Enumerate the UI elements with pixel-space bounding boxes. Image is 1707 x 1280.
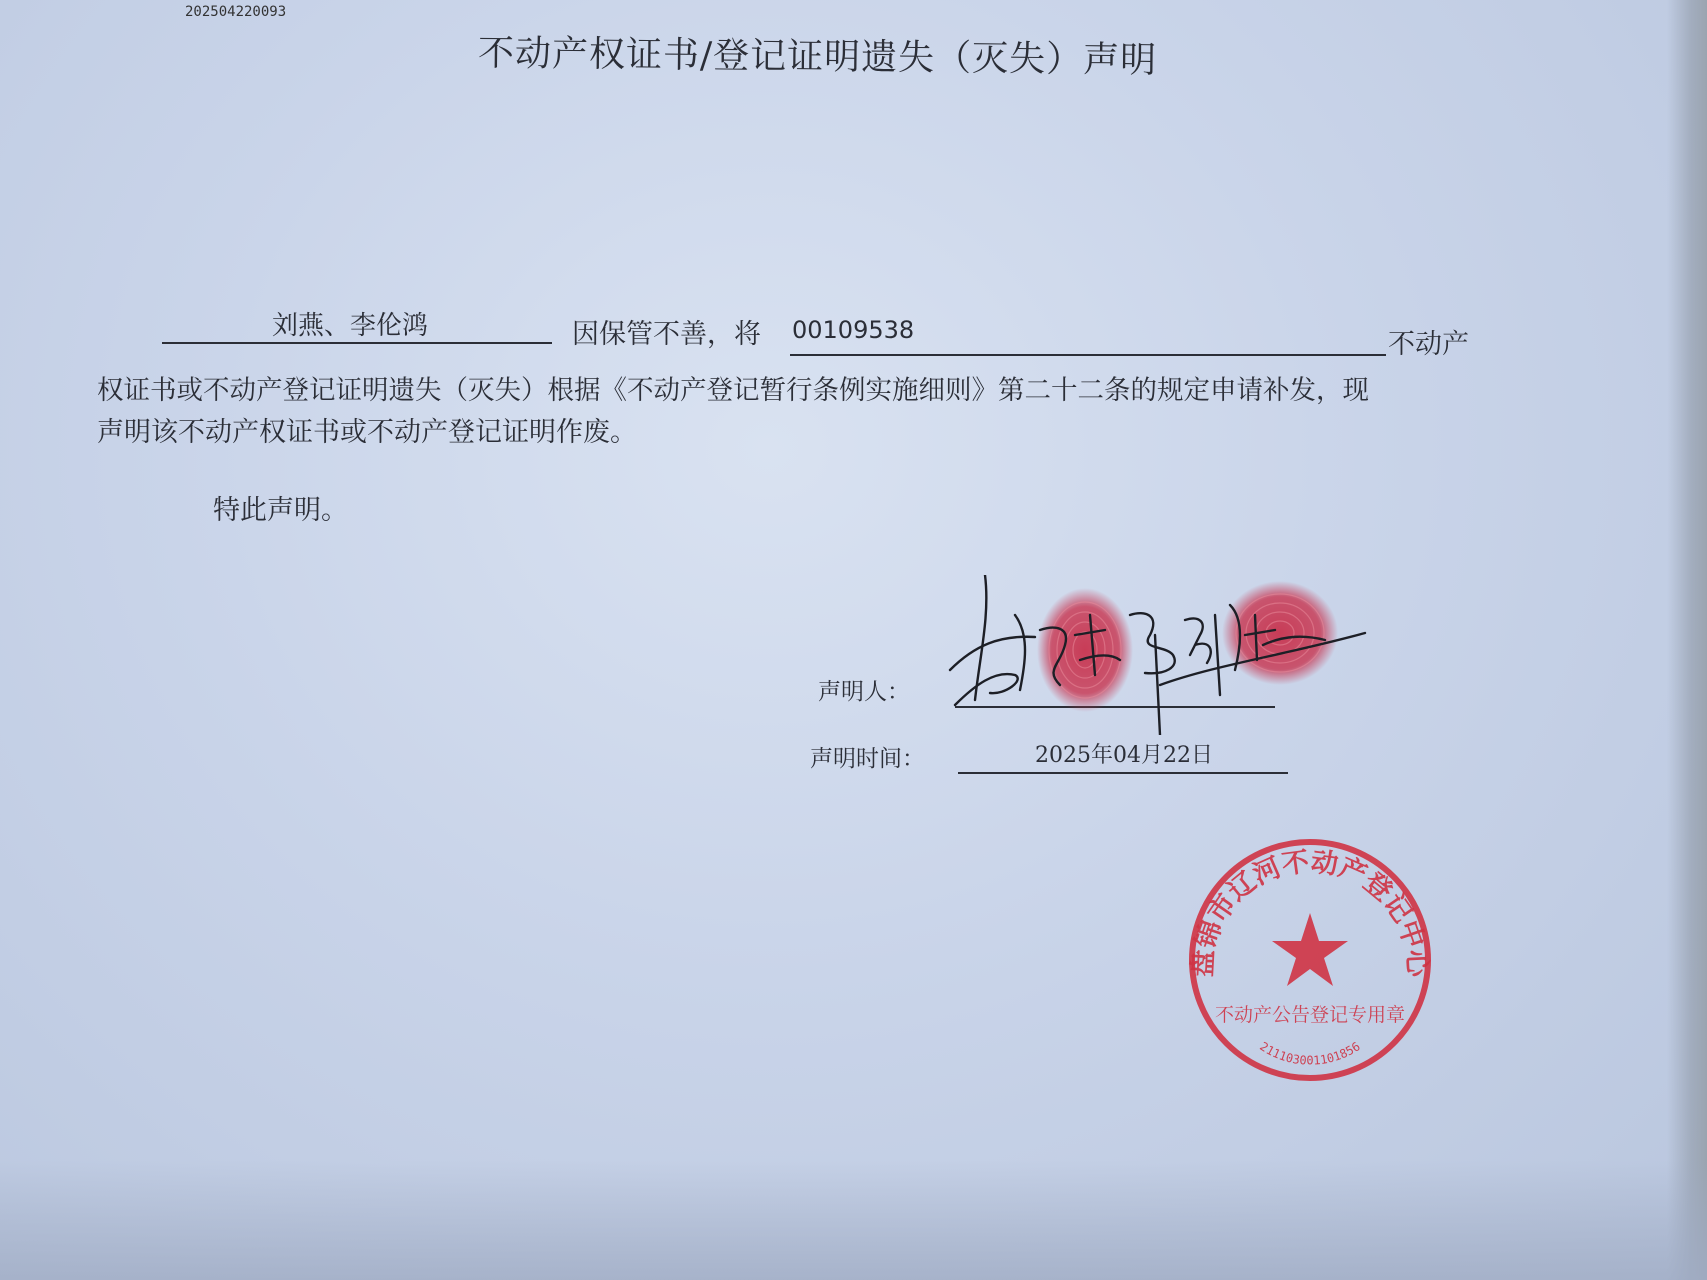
body-line-3: 声明该不动产权证书或不动产登记证明作废。 [97,417,637,448]
serial-number: 202504220093 [185,4,287,20]
seal-star-icon [1272,913,1348,986]
certificate-number: 00109538 [792,316,915,344]
official-seal [1185,835,1435,1085]
line1-tail: 不动产 [1388,329,1469,360]
certificate-number-underline [790,354,1386,356]
closing-text: 特此声明。 [213,495,348,526]
reason-text: 因保管不善，将 [572,319,761,350]
body-line-2: 权证书或不动产登记证明遗失（灭失）根据《不动产登记暂行条例实施细则》第二十二条的规定申请补发，现 [97,375,1369,406]
seal-inner-text: 不动产公告登记专用章 [1214,1004,1406,1026]
seal-ring-text: 盘锦市辽河不动产登记中心 [1187,846,1433,978]
paper-bottom-shadow [0,1160,1707,1280]
date-label: 声明时间： [810,746,925,772]
date-underline [958,772,1288,774]
handwritten-signature-with-fingerprints [945,575,1375,735]
paper-edge-shadow [1667,0,1707,1280]
date-value: 2025年04月22日 [1035,743,1213,768]
seal-code: 211103001101856 [1257,1039,1363,1068]
declarant-names-underline [162,342,552,344]
document-title: 不动产权证书/登记证明遗失（灭失）声明 [477,33,1158,82]
declarant-names: 刘燕、李伦鸿 [272,311,429,341]
declarant-label: 声明人： [818,679,910,705]
